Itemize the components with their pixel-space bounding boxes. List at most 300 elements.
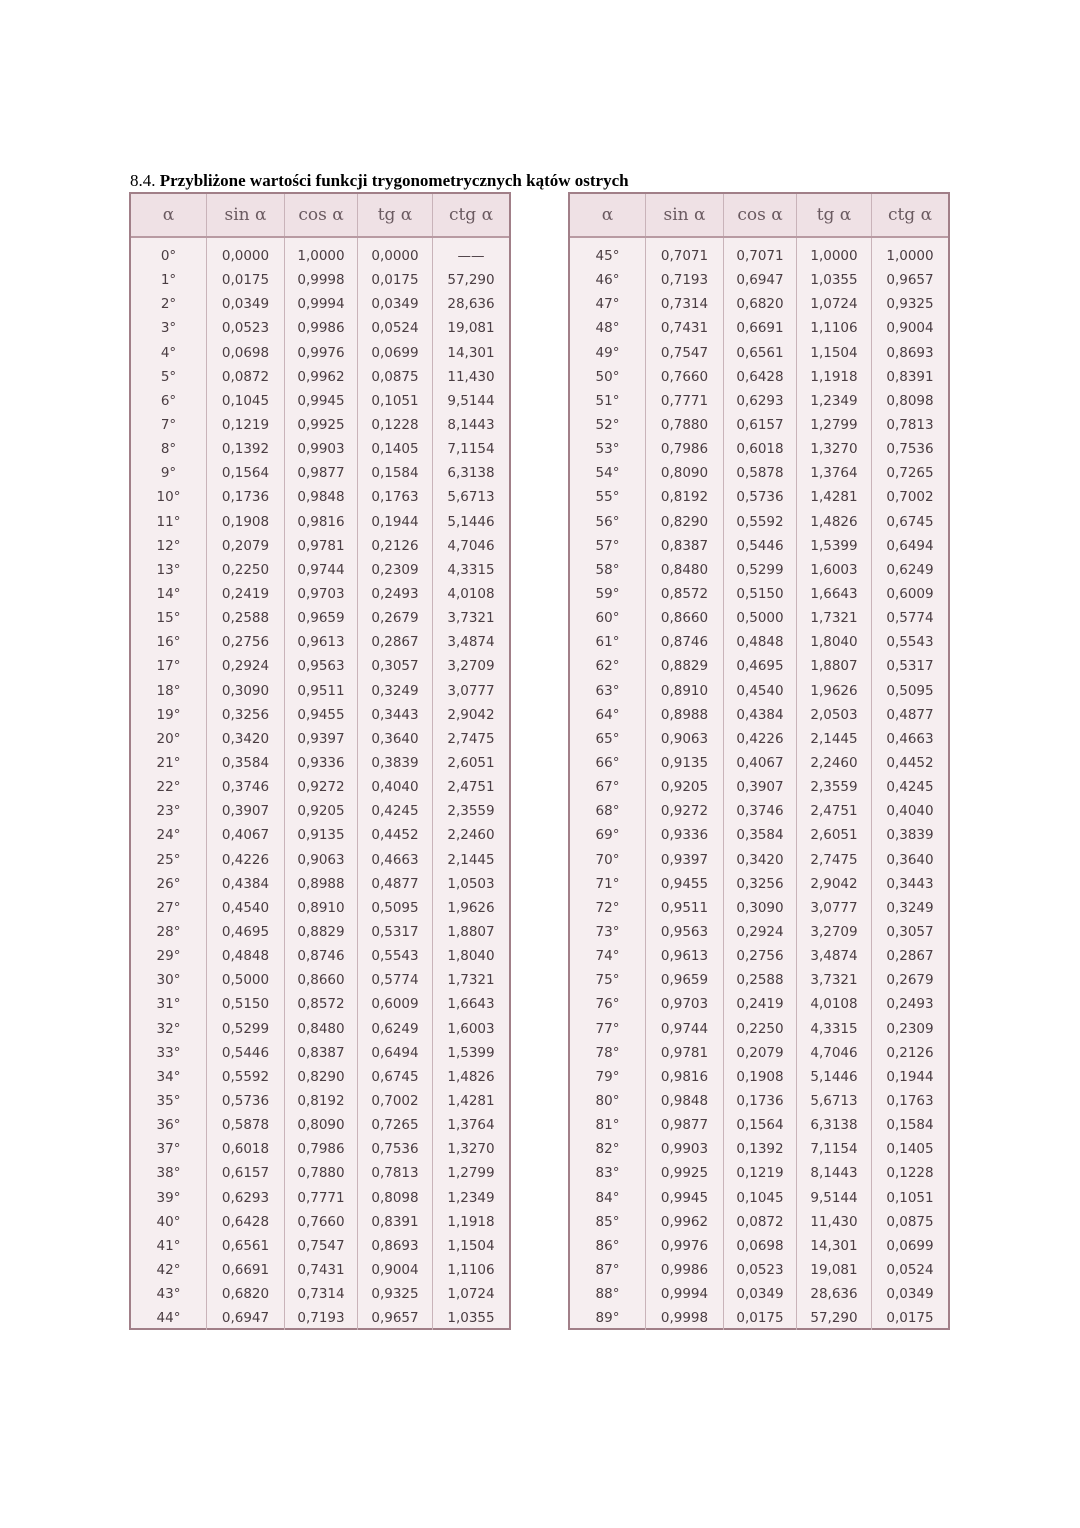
ctg-cell: 0,5317 <box>886 658 934 675</box>
angle-cell: 14° <box>131 582 207 606</box>
tg-cell: 7,1154 <box>797 1137 872 1161</box>
tg-cell: 0,1584 <box>358 461 433 485</box>
tg-cell: 4,0108 <box>797 992 872 1016</box>
sin-cell: 0,6691 <box>207 1258 285 1282</box>
angle-cell: 81° <box>570 1113 646 1137</box>
ctg-cell: 1,0000 <box>886 248 934 265</box>
tg-cell: 9,5144 <box>797 1185 872 1209</box>
cos-cell: 0,8290 <box>285 1065 358 1089</box>
table-row <box>131 1210 509 1234</box>
cos-cell: 0,6947 <box>724 268 797 292</box>
sin-cell: 0,9272 <box>646 799 724 823</box>
column-divider <box>357 238 358 1328</box>
cos-cell: 0,7431 <box>285 1258 358 1282</box>
sin-cell: 0,4540 <box>207 896 285 920</box>
sin-cell: 0,5736 <box>207 1089 285 1113</box>
angle-cell: 65° <box>570 727 646 751</box>
table-row <box>131 292 509 316</box>
ctg-cell: 0,7002 <box>886 489 934 506</box>
table-row <box>131 1137 509 1161</box>
tg-cell: 1,4281 <box>797 485 872 509</box>
tg-cell: 6,3138 <box>797 1113 872 1137</box>
angle-cell: 8° <box>131 437 207 461</box>
tg-cell: 0,7265 <box>358 1113 433 1137</box>
tg-cell: 2,3559 <box>797 775 872 799</box>
cos-cell: 0,2079 <box>724 1041 797 1065</box>
sin-cell: 0,7071 <box>646 244 724 268</box>
table-row <box>570 292 948 316</box>
ctg-cell: 2,1445 <box>447 851 495 868</box>
cos-cell: 0,6691 <box>724 316 797 340</box>
table-header <box>131 194 509 238</box>
tg-cell: 1,2349 <box>797 389 872 413</box>
tg-cell: 1,0724 <box>797 292 872 316</box>
ctg-cell: 1,4826 <box>447 1068 495 1085</box>
ctg-cell: —— <box>457 248 485 265</box>
table-row <box>570 1210 948 1234</box>
sin-cell: 0,9877 <box>646 1113 724 1137</box>
tg-cell: 0,2679 <box>358 606 433 630</box>
angle-cell: 16° <box>131 630 207 654</box>
tg-cell: 2,9042 <box>797 872 872 896</box>
ctg-cell: 0,1944 <box>886 1068 934 1085</box>
table-row <box>570 775 948 799</box>
ctg-cell: 2,7475 <box>447 730 495 747</box>
cos-cell: 0,9848 <box>285 485 358 509</box>
sin-cell: 0,1736 <box>207 485 285 509</box>
angle-cell: 50° <box>570 365 646 389</box>
header-ctg: ctg α <box>887 205 933 225</box>
sin-cell: 0,8660 <box>646 606 724 630</box>
sin-cell: 0,6018 <box>207 1137 285 1161</box>
sin-cell: 0,7547 <box>646 341 724 365</box>
table-row <box>131 679 509 703</box>
ctg-cell: 0,0175 <box>886 1310 934 1327</box>
sin-cell: 0,3746 <box>207 775 285 799</box>
cos-cell: 0,4384 <box>724 703 797 727</box>
angle-cell: 82° <box>570 1137 646 1161</box>
tg-cell: 3,0777 <box>797 896 872 920</box>
cos-cell: 0,3090 <box>724 896 797 920</box>
tg-cell: 0,7002 <box>358 1089 433 1113</box>
tg-cell: 0,1405 <box>358 437 433 461</box>
section-number: 8.4. <box>130 171 156 190</box>
tg-cell: 0,3249 <box>358 679 433 703</box>
angle-cell: 20° <box>131 727 207 751</box>
sin-cell: 0,5592 <box>207 1065 285 1089</box>
trig-table-right <box>568 192 950 1330</box>
table-row <box>131 703 509 727</box>
tg-cell: 0,6494 <box>358 1041 433 1065</box>
tg-cell: 1,3764 <box>797 461 872 485</box>
tg-cell: 1,8040 <box>797 630 872 654</box>
sin-cell: 0,5299 <box>207 1017 285 1041</box>
tg-cell: 0,3443 <box>358 703 433 727</box>
ctg-cell: 14,301 <box>447 344 495 361</box>
tg-cell: 0,4040 <box>358 775 433 799</box>
angle-cell: 17° <box>131 654 207 678</box>
table-row <box>131 244 509 268</box>
ctg-cell: 0,6249 <box>886 561 934 578</box>
cos-cell: 0,9272 <box>285 775 358 799</box>
table-row <box>131 1065 509 1089</box>
table-row <box>131 437 509 461</box>
table-row <box>570 896 948 920</box>
tg-cell: 3,2709 <box>797 920 872 944</box>
cos-cell: 0,6820 <box>724 292 797 316</box>
tg-cell: 0,2493 <box>358 582 433 606</box>
sin-cell: 0,7193 <box>646 268 724 292</box>
sin-cell: 0,2756 <box>207 630 285 654</box>
ctg-cell: 2,6051 <box>447 755 495 772</box>
table-row <box>131 606 509 630</box>
sin-cell: 0,4067 <box>207 823 285 847</box>
sin-cell: 0,9397 <box>646 848 724 872</box>
cos-cell: 0,7547 <box>285 1234 358 1258</box>
tg-cell: 0,9004 <box>358 1258 433 1282</box>
angle-cell: 77° <box>570 1017 646 1041</box>
ctg-cell: 0,4040 <box>886 803 934 820</box>
table-row <box>570 751 948 775</box>
ctg-cell: 1,2349 <box>447 1189 495 1206</box>
tg-cell: 0,2126 <box>358 534 433 558</box>
angle-cell: 70° <box>570 848 646 872</box>
angle-cell: 89° <box>570 1306 646 1330</box>
section-title: Przybliżone wartości funkcji trygonometrycznych kątów ostrych <box>159 171 629 190</box>
cos-cell: 0,9455 <box>285 703 358 727</box>
trig-table-left <box>129 192 511 1330</box>
ctg-cell: 4,0108 <box>447 586 495 603</box>
ctg-cell: 0,9325 <box>886 296 934 313</box>
cos-cell: 0,6018 <box>724 437 797 461</box>
ctg-cell: 0,1228 <box>886 1165 934 1182</box>
cos-cell: 0,7771 <box>285 1185 358 1209</box>
tg-cell: 0,5774 <box>358 968 433 992</box>
angle-cell: 27° <box>131 896 207 920</box>
ctg-cell: 0,4245 <box>886 779 934 796</box>
tg-cell: 0,0349 <box>358 292 433 316</box>
cos-cell: 0,7880 <box>285 1161 358 1185</box>
cos-cell: 0,8480 <box>285 1017 358 1041</box>
cos-cell: 0,7193 <box>285 1306 358 1330</box>
ctg-cell: 0,2867 <box>886 948 934 965</box>
table-row <box>570 1258 948 1282</box>
column-divider <box>871 238 872 1328</box>
table-row <box>570 268 948 292</box>
ctg-cell: 1,0503 <box>447 875 495 892</box>
ctg-cell: 2,2460 <box>447 827 495 844</box>
tg-cell: 0,2309 <box>358 558 433 582</box>
tg-cell: 0,0000 <box>358 244 433 268</box>
angle-cell: 46° <box>570 268 646 292</box>
angle-cell: 25° <box>131 848 207 872</box>
table-body <box>131 244 509 1330</box>
ctg-cell: 1,0355 <box>447 1310 495 1327</box>
angle-cell: 37° <box>131 1137 207 1161</box>
tg-cell: 0,5317 <box>358 920 433 944</box>
angle-cell: 68° <box>570 799 646 823</box>
tg-cell: 0,4452 <box>358 823 433 847</box>
header-cos: cos α <box>724 194 797 236</box>
ctg-cell: 0,4452 <box>886 755 934 772</box>
tg-cell: 1,1504 <box>797 341 872 365</box>
cos-cell: 0,4848 <box>724 630 797 654</box>
ctg-cell: 0,6745 <box>886 513 934 530</box>
angle-cell: 1° <box>131 268 207 292</box>
cos-cell: 0,0349 <box>724 1282 797 1306</box>
cos-cell: 0,9563 <box>285 654 358 678</box>
sin-cell: 0,9659 <box>646 968 724 992</box>
sin-cell: 0,8480 <box>646 558 724 582</box>
table-row <box>570 799 948 823</box>
angle-cell: 4° <box>131 341 207 365</box>
table-row <box>570 558 948 582</box>
angle-cell: 2° <box>131 292 207 316</box>
ctg-cell: 19,081 <box>447 320 495 337</box>
table-row <box>131 1258 509 1282</box>
angle-cell: 23° <box>131 799 207 823</box>
cos-cell: 0,3584 <box>724 823 797 847</box>
sin-cell: 0,5150 <box>207 992 285 1016</box>
tg-cell: 0,8693 <box>358 1234 433 1258</box>
ctg-cell: 0,0699 <box>886 1237 934 1254</box>
angle-cell: 75° <box>570 968 646 992</box>
sin-cell: 0,9816 <box>646 1065 724 1089</box>
cos-cell: 0,3907 <box>724 775 797 799</box>
angle-cell: 76° <box>570 992 646 1016</box>
sin-cell: 0,1045 <box>207 389 285 413</box>
angle-cell: 9° <box>131 461 207 485</box>
table-row <box>131 1089 509 1113</box>
header-tg: tg α <box>358 194 433 236</box>
angle-cell: 18° <box>131 679 207 703</box>
table-row <box>570 582 948 606</box>
cos-cell: 0,3746 <box>724 799 797 823</box>
tg-cell: 0,1228 <box>358 413 433 437</box>
angle-cell: 49° <box>570 341 646 365</box>
cos-cell: 0,2924 <box>724 920 797 944</box>
table-row <box>570 1017 948 1041</box>
cos-cell: 0,7660 <box>285 1210 358 1234</box>
ctg-cell: 5,6713 <box>447 489 495 506</box>
sin-cell: 0,9455 <box>646 872 724 896</box>
cos-cell: 0,0872 <box>724 1210 797 1234</box>
tg-cell: 3,4874 <box>797 944 872 968</box>
angle-cell: 22° <box>131 775 207 799</box>
angle-cell: 45° <box>570 244 646 268</box>
angle-cell: 60° <box>570 606 646 630</box>
cos-cell: 0,4067 <box>724 751 797 775</box>
table-row <box>131 365 509 389</box>
ctg-cell: 0,8098 <box>886 392 934 409</box>
angle-cell: 44° <box>131 1306 207 1330</box>
sin-cell: 0,0523 <box>207 316 285 340</box>
ctg-cell: 0,1051 <box>886 1189 934 1206</box>
cos-cell: 0,9703 <box>285 582 358 606</box>
cos-cell: 0,9994 <box>285 292 358 316</box>
table-row <box>570 1161 948 1185</box>
cos-cell: 0,7314 <box>285 1282 358 1306</box>
column-divider <box>723 238 724 1328</box>
ctg-cell: 0,0875 <box>886 1213 934 1230</box>
table-row <box>131 558 509 582</box>
sin-cell: 0,9903 <box>646 1137 724 1161</box>
table-row <box>131 799 509 823</box>
tg-cell: 0,3640 <box>358 727 433 751</box>
angle-cell: 59° <box>570 582 646 606</box>
sin-cell: 0,1564 <box>207 461 285 485</box>
tg-cell: 0,1944 <box>358 510 433 534</box>
table-row <box>131 848 509 872</box>
cos-cell: 0,3256 <box>724 872 797 896</box>
angle-cell: 42° <box>131 1258 207 1282</box>
sin-cell: 0,6293 <box>207 1185 285 1209</box>
table-row <box>570 703 948 727</box>
table-row <box>131 1041 509 1065</box>
table-row <box>131 1282 509 1306</box>
sin-cell: 0,7431 <box>646 316 724 340</box>
sin-cell: 0,6820 <box>207 1282 285 1306</box>
angle-cell: 62° <box>570 654 646 678</box>
ctg-cell: 1,4281 <box>447 1092 495 1109</box>
tg-cell: 2,0503 <box>797 703 872 727</box>
sin-cell: 0,9563 <box>646 920 724 944</box>
sin-cell: 0,6428 <box>207 1210 285 1234</box>
angle-cell: 54° <box>570 461 646 485</box>
sin-cell: 0,2079 <box>207 534 285 558</box>
ctg-cell: 0,2679 <box>886 972 934 989</box>
angle-cell: 36° <box>131 1113 207 1137</box>
table-row <box>131 1017 509 1041</box>
ctg-cell: 6,3138 <box>447 465 495 482</box>
table-row <box>570 1306 948 1330</box>
sin-cell: 0,0349 <box>207 292 285 316</box>
angle-cell: 0° <box>131 244 207 268</box>
cos-cell: 0,3420 <box>724 848 797 872</box>
cos-cell: 0,2419 <box>724 992 797 1016</box>
tg-cell: 28,636 <box>797 1282 872 1306</box>
table-row <box>570 992 948 1016</box>
sin-cell: 0,8829 <box>646 654 724 678</box>
ctg-cell: 0,4663 <box>886 730 934 747</box>
sin-cell: 0,7771 <box>646 389 724 413</box>
ctg-cell: 2,9042 <box>447 706 495 723</box>
tg-cell: 0,2867 <box>358 630 433 654</box>
cos-cell: 0,5592 <box>724 510 797 534</box>
sin-cell: 0,8988 <box>646 703 724 727</box>
table-row <box>131 1234 509 1258</box>
ctg-cell: 1,3270 <box>447 1141 495 1158</box>
cos-cell: 0,5736 <box>724 485 797 509</box>
tg-cell: 2,1445 <box>797 727 872 751</box>
ctg-cell: 1,3764 <box>447 1117 495 1134</box>
tg-cell: 1,0000 <box>797 244 872 268</box>
sin-cell: 0,9925 <box>646 1161 724 1185</box>
angle-cell: 67° <box>570 775 646 799</box>
table-row <box>570 1113 948 1137</box>
sin-cell: 0,9848 <box>646 1089 724 1113</box>
cos-cell: 0,0523 <box>724 1258 797 1282</box>
tg-cell: 1,8807 <box>797 654 872 678</box>
cos-cell: 0,9903 <box>285 437 358 461</box>
tg-cell: 0,6745 <box>358 1065 433 1089</box>
ctg-cell: 1,1918 <box>447 1213 495 1230</box>
cos-cell: 0,5150 <box>724 582 797 606</box>
tg-cell: 0,9325 <box>358 1282 433 1306</box>
sin-cell: 0,9063 <box>646 727 724 751</box>
angle-cell: 13° <box>131 558 207 582</box>
ctg-cell: 0,7536 <box>886 441 934 458</box>
sin-cell: 0,9962 <box>646 1210 724 1234</box>
angle-cell: 39° <box>131 1185 207 1209</box>
cos-cell: 0,5000 <box>724 606 797 630</box>
cos-cell: 0,7986 <box>285 1137 358 1161</box>
sin-cell: 0,8746 <box>646 630 724 654</box>
cos-cell: 0,9998 <box>285 268 358 292</box>
angle-cell: 83° <box>570 1161 646 1185</box>
table-row <box>570 630 948 654</box>
tg-cell: 8,1443 <box>797 1161 872 1185</box>
tg-cell: 0,5095 <box>358 896 433 920</box>
angle-cell: 24° <box>131 823 207 847</box>
table-row <box>131 920 509 944</box>
cos-cell: 0,1908 <box>724 1065 797 1089</box>
cos-cell: 0,9744 <box>285 558 358 582</box>
angle-cell: 64° <box>570 703 646 727</box>
cos-cell: 0,1219 <box>724 1161 797 1185</box>
sin-cell: 0,7986 <box>646 437 724 461</box>
cos-cell: 0,8387 <box>285 1041 358 1065</box>
table-row <box>131 461 509 485</box>
sin-cell: 0,9205 <box>646 775 724 799</box>
sin-cell: 0,5878 <box>207 1113 285 1137</box>
ctg-cell: 4,3315 <box>447 561 495 578</box>
angle-cell: 80° <box>570 1089 646 1113</box>
tg-cell: 5,1446 <box>797 1065 872 1089</box>
table-row <box>131 992 509 1016</box>
table-row <box>570 727 948 751</box>
sin-cell: 0,9744 <box>646 1017 724 1041</box>
ctg-cell: 0,1584 <box>886 1117 934 1134</box>
sin-cell: 0,0872 <box>207 365 285 389</box>
ctg-cell: 0,2126 <box>886 1044 934 1061</box>
sin-cell: 0,2924 <box>207 654 285 678</box>
angle-cell: 88° <box>570 1282 646 1306</box>
cos-cell: 0,2588 <box>724 968 797 992</box>
ctg-cell: 1,2799 <box>447 1165 495 1182</box>
tg-cell: 1,4826 <box>797 510 872 534</box>
angle-cell: 40° <box>131 1210 207 1234</box>
angle-cell: 71° <box>570 872 646 896</box>
ctg-cell: 0,5774 <box>886 610 934 627</box>
cos-cell: 0,4695 <box>724 654 797 678</box>
angle-cell: 32° <box>131 1017 207 1041</box>
angle-cell: 33° <box>131 1041 207 1065</box>
cos-cell: 0,5299 <box>724 558 797 582</box>
ctg-cell: 1,6643 <box>447 996 495 1013</box>
sin-cell: 0,0000 <box>207 244 285 268</box>
tg-cell: 1,9626 <box>797 679 872 703</box>
ctg-cell: 0,9004 <box>886 320 934 337</box>
table-row <box>570 872 948 896</box>
cos-cell: 0,9877 <box>285 461 358 485</box>
column-divider <box>645 238 646 1328</box>
ctg-cell: 0,6494 <box>886 537 934 554</box>
tg-cell: 11,430 <box>797 1210 872 1234</box>
sin-cell: 0,9511 <box>646 896 724 920</box>
cos-cell: 0,9135 <box>285 823 358 847</box>
cos-cell: 0,1736 <box>724 1089 797 1113</box>
